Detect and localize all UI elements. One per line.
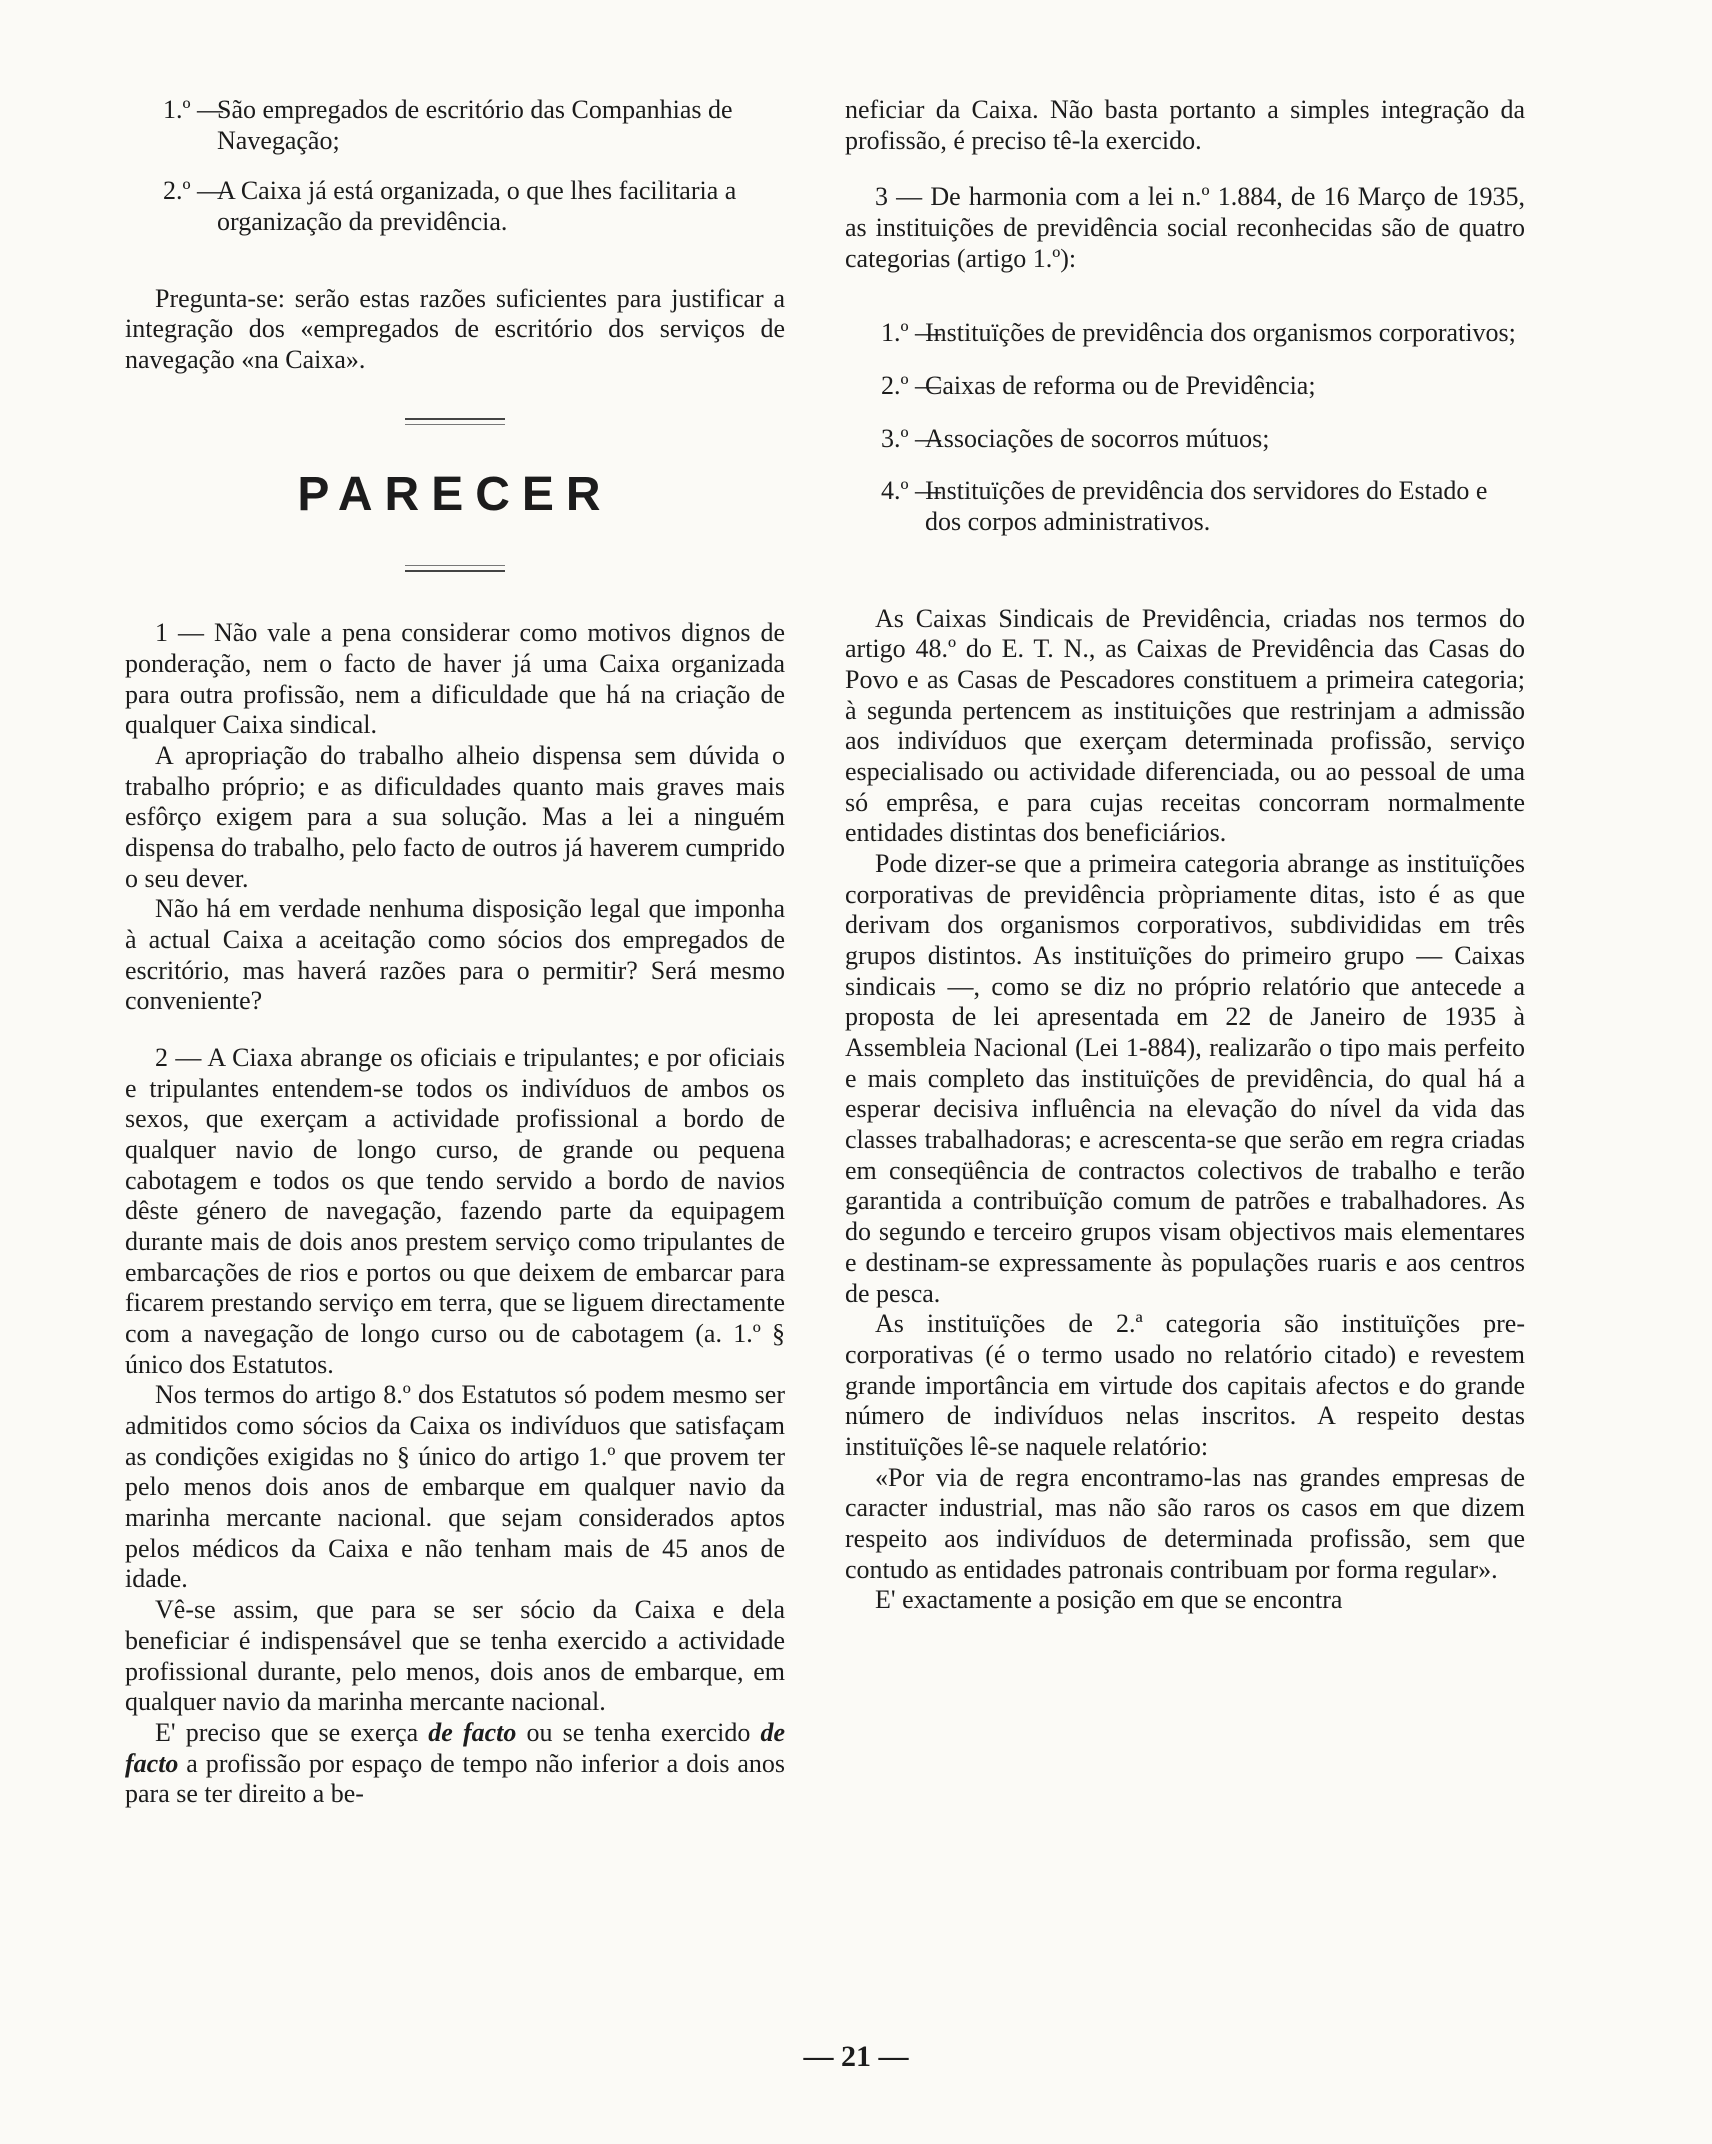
divider-top — [125, 416, 785, 427]
paragraph: A apropriação do trabalho alheio dispensa sem dúvida o trabalho próprio; e as dificuldades quanto mais graves mais esfôrço exigem para a sua solução. Mas a lei a ninguém dispensa do trabalho, pelo facto de outros já haverem cumprido o seu dever. — [125, 741, 785, 893]
list-text: Caixas de reforma ou de Previdência; — [925, 371, 1316, 401]
paragraph: 3 — De harmonia com a lei n.º 1.884, de 16 Março de 1935, as instituições de previdência social reconhecidas são de quatro categorias (artigo 1.º): — [845, 182, 1525, 273]
paragraph: Nos termos do artigo 8.º dos Estatutos só podem mesmo ser admitidos como sócios da Caixa os indivíduos que satisfaçam as condições exigidas no § único do artigo 1.º que provem ter pelo menos dois anos de embarque em qualquer navio da marinha mercante nacional. que sejam considerados aptos pelos médicos da Caixa e não tenham mais de 45 anos de idade. — [125, 1380, 785, 1594]
list-item — [845, 371, 1525, 402]
left-column — [125, 95, 785, 1810]
list-text: Associações de socorros mútuos; — [925, 423, 1270, 453]
list-item — [125, 176, 785, 237]
list-number: 1.º — — [163, 95, 224, 124]
list-text: Instituïções de previdência dos organismos corporativos; — [925, 318, 1516, 348]
paragraph: As instituïções de 2.ª categoria são instituïções pre-corporativas (é o termo usado no relatório citado) e revestem grande importância em virtude dos capitais afectos e do grande número de indivíduos nelas inscritos. A respeito destas instituïções lê-se naquele relatório: — [845, 1309, 1525, 1461]
paragraph: 2 — A Ciaxa abrange os oficiais e tripulantes; e por oficiais e tripulantes entendem-se todos os indivíduos de ambos os sexos, que exerçam a actividade profissional a bordo de qualquer navio de longo curso, de grande ou pequena cabotagem e todos os que tendo servido a bordo de navios dêste género de navegação, fazendo parte da equipagem durante mais de dois anos prestem serviço como tripulantes de embarcações de rios e portos ou que deixem de embarcar para ficarem prestando serviço em terra, que se liguem directamente com a navegação de longo curso ou de cabotagem (a. 1.º § único dos Estatutos. — [125, 1043, 785, 1379]
list-number: 1.º — — [881, 318, 942, 348]
list-item — [845, 476, 1525, 537]
paragraph: As Caixas Sindicais de Previdência, criadas nos termos do artigo 48.º do E. T. N., as Caixas de Previdência das Casas do Povo e as Casas de Pescadores constituem a primeira categoria; à segunda pertencem as instituições que restrinjam a admissão aos indivíduos que exerçam determinada profissão, serviço especialisado ou actividade diferenciada, ou ao pessoal de uma só emprêsa, e para cujas receitas concorram normalmente entidades distintas dos beneficiários. — [845, 603, 1525, 848]
list-number: 3.º — — [881, 423, 942, 453]
list-number: 4.º — — [881, 476, 942, 506]
list-item — [845, 424, 1525, 455]
question-paragraph: Pregunta-se: serão estas razões suficientes para justificar a integração dos «empregados de escritório dos serviços de navegação «na Caixa». — [125, 283, 785, 375]
section-heading: PARECER — [297, 467, 613, 521]
paragraph: 1 — Não vale a pena considerar como motivos dignos de ponderação, nem o facto de haver já uma Caixa organizada para outra profissão, nem a dificuldade que há na criação de qualquer Caixa sindical. — [125, 618, 785, 740]
list-number: 2.º — — [881, 371, 942, 401]
divider-bottom — [125, 563, 785, 574]
paragraph: Não há em verdade nenhuma disposição legal que imponha à actual Caixa a aceitação como sócios dos empregados de escritório, mas haverá razões para o permitir? Será mesmo conveniente? — [125, 894, 785, 1016]
paragraph: Vê-se assim, que para se ser sócio da Caixa e dela beneficiar é indispensável que se tenha exercido a actividade profissional durante, pelo menos, dois anos de embarque, em qualquer navio da marinha mercante nacional. — [125, 1595, 785, 1717]
paragraph: E' exactamente a posição em que se encontra — [875, 1585, 1343, 1615]
paragraph: Pode dizer-se que a primeira categoria abrange as instituïções corporativas de previdência pròpriamente ditas, isto é as que derivam dos organismos corporativos, subdivididas em três grupos distintos. As instituïções do primeiro grupo — Caixas sindicais —, como se diz no próprio relatório que antecede a proposta de lei apresentada em 22 de Janeiro de 1935 à Assembleia Nacional (Lei 1-884), realizarão o tipo mais perfeito e mais completo das instituïções de previdência, do qual há a esperar decisiva influência na elevação do nível da vida das classes trabalhadoras; e acrescenta-se que serão em regra criadas em conseqüência de contractos colectivos de trabalho e terão garantida a contribuïção comum de patrões e trabalhadores. As do segundo e terceiro grupos visam objectivos mais elementares e destinam-se expressamente às populações ruaris e aos centros de pesca. — [845, 849, 1525, 1308]
paragraph-de-facto: E' preciso que se exerça de facto ou se tenha exercido de facto a profissão por espaço de tempo não inferior a dois anos para se ter direito a be- — [125, 1717, 785, 1809]
list-item — [125, 95, 785, 156]
quote-paragraph: «Por via de regra encontramo-las nas grandes empresas de caracter industrial, mas não são raros os casos em que dizem respeito aos indivíduos de determinada profissão, sem que contudo as entidades patronais contribuam por forma regular». — [845, 1462, 1525, 1584]
list-text: A Caixa já está organizada, o que lhes facilitaria a organização da previdência. — [217, 176, 737, 237]
list-number: 2.º — — [163, 176, 224, 206]
right-column — [845, 95, 1525, 1616]
page-number: — 21 — — [803, 2040, 909, 2073]
paragraph-continuation: neficiar da Caixa. Não basta portanto a simples integração da profissão, é preciso tê-la exercido. — [845, 95, 1525, 155]
list-text: Instituïções de previdência dos servidores do Estado e dos corpos administrativos. — [925, 476, 1488, 537]
list-text: São empregados de escritório das Companhias de Navegação; — [217, 95, 733, 155]
list-item — [845, 318, 1525, 349]
